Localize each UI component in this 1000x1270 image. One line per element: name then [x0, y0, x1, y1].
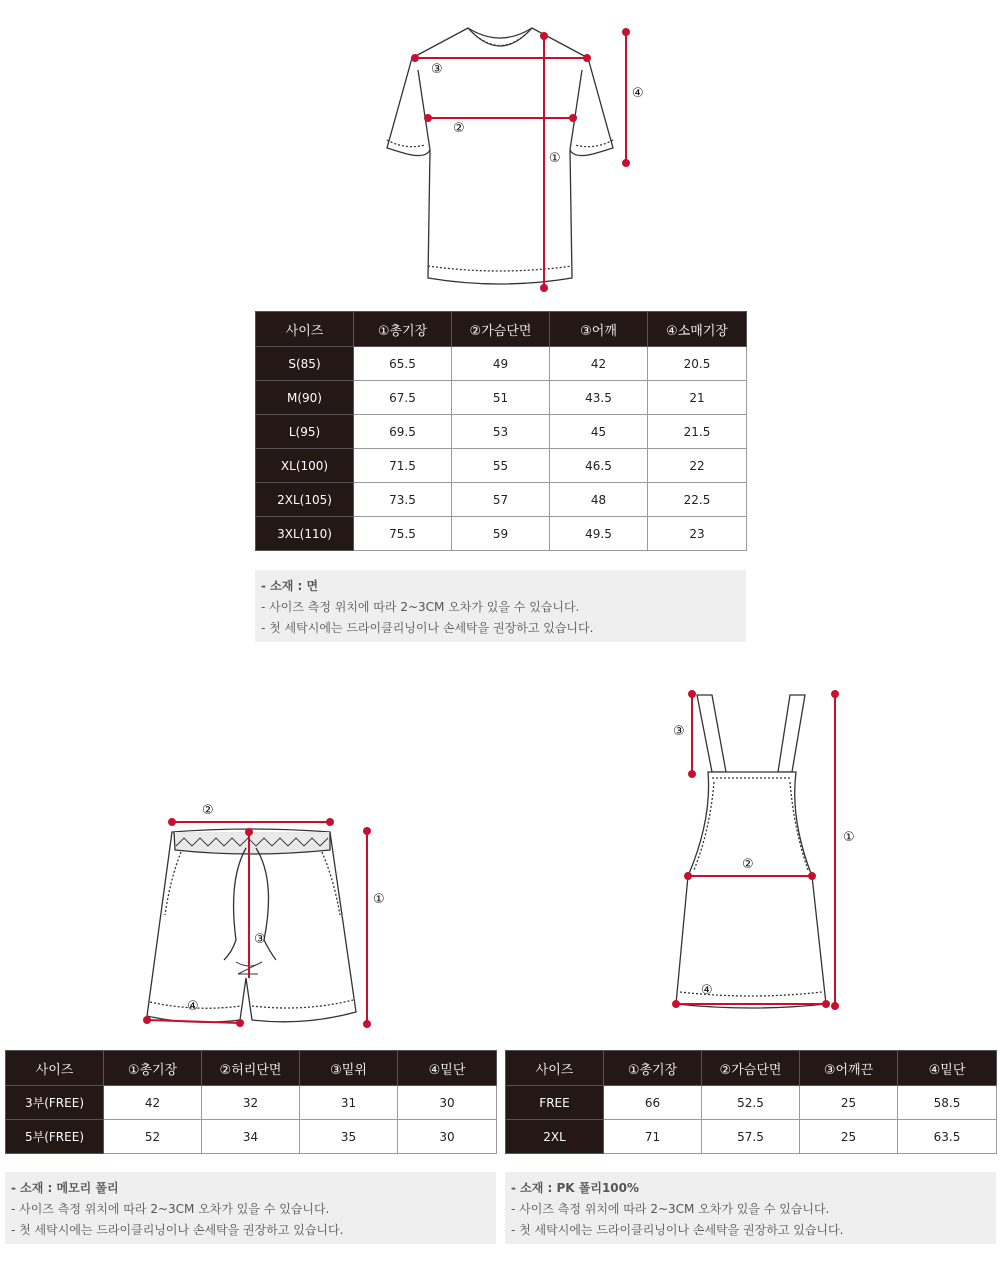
- material-note: - 소재 : PK 폴리100%: [511, 1181, 640, 1195]
- shorts-marker-2: ②: [202, 803, 214, 818]
- tshirt-marker-1: ①: [549, 151, 561, 166]
- table-header-row: [6, 1051, 497, 1086]
- table-cell: 22: [648, 449, 747, 483]
- tshirt-marker-2: ②: [453, 121, 465, 136]
- table-cell: 23: [648, 517, 747, 551]
- shorts-marker-3: ③: [254, 932, 266, 947]
- header-hem: ④밑단: [398, 1051, 497, 1086]
- table-cell: 67.5: [354, 381, 452, 415]
- table-cell: 48: [550, 483, 648, 517]
- table-cell: 25: [800, 1086, 898, 1120]
- material-note: - 소재 : 면: [261, 579, 319, 593]
- header-waist: ②허리단면: [202, 1051, 300, 1086]
- table-cell: 65.5: [354, 347, 452, 381]
- header-size: 사이즈: [506, 1051, 604, 1086]
- table-cell: 34: [202, 1120, 300, 1154]
- table-cell: 75.5: [354, 517, 452, 551]
- table-cell: 59: [452, 517, 550, 551]
- table-cell: 57.5: [702, 1120, 800, 1154]
- shorts-marker-1: ①: [373, 892, 385, 907]
- table-cell: 45: [550, 415, 648, 449]
- table-row: [6, 1086, 497, 1120]
- table-cell: 31: [300, 1086, 398, 1120]
- shorts-marker-4: ④: [187, 999, 199, 1014]
- size-cell: FREE: [506, 1086, 604, 1120]
- table-cell: 52: [104, 1120, 202, 1154]
- overall-size-table: [505, 1050, 997, 1154]
- table-header-row: [506, 1051, 997, 1086]
- size-cell: 3XL(110): [256, 517, 354, 551]
- note-line: - 사이즈 측정 위치에 따라 2~3CM 오차가 있을 수 있습니다.: [11, 1202, 330, 1216]
- header-shoulder: ③어깨: [550, 312, 648, 347]
- shorts-notes: [5, 1172, 496, 1244]
- shorts-size-table: [5, 1050, 497, 1154]
- table-row: [506, 1086, 997, 1120]
- table-cell: 52.5: [702, 1086, 800, 1120]
- note-line: - 사이즈 측정 위치에 따라 2~3CM 오차가 있을 수 있습니다.: [511, 1202, 830, 1216]
- header-sleeve: ④소매기장: [648, 312, 747, 347]
- header-total-length: ①총기장: [104, 1051, 202, 1086]
- overall-marker-4: ④: [701, 983, 713, 998]
- table-cell: 69.5: [354, 415, 452, 449]
- material-note: - 소재 : 메모리 폴리: [11, 1181, 119, 1195]
- tshirt-marker-4: ④: [632, 86, 644, 101]
- table-cell: 43.5: [550, 381, 648, 415]
- table-cell: 46.5: [550, 449, 648, 483]
- header-total-length: ①총기장: [604, 1051, 702, 1086]
- table-cell: 42: [550, 347, 648, 381]
- table-cell: 20.5: [648, 347, 747, 381]
- header-rise: ③밑위: [300, 1051, 398, 1086]
- overall-notes: [505, 1172, 996, 1244]
- overall-marker-2: ②: [742, 857, 754, 872]
- overall-marker-3: ③: [673, 724, 685, 739]
- table-row: [506, 1120, 997, 1154]
- table-cell: 66: [604, 1086, 702, 1120]
- table-row: [6, 1120, 497, 1154]
- table-cell: 49: [452, 347, 550, 381]
- header-chest: ②가슴단면: [452, 312, 550, 347]
- header-size: 사이즈: [256, 312, 354, 347]
- tshirt-marker-3: ③: [431, 62, 443, 77]
- size-cell: 2XL: [506, 1120, 604, 1154]
- table-cell: 63.5: [898, 1120, 997, 1154]
- table-cell: 49.5: [550, 517, 648, 551]
- table-cell: 30: [398, 1086, 497, 1120]
- table-cell: 25: [800, 1120, 898, 1154]
- table-cell: 57: [452, 483, 550, 517]
- table-cell: 22.5: [648, 483, 747, 517]
- table-cell: 30: [398, 1120, 497, 1154]
- table-cell: 71: [604, 1120, 702, 1154]
- table-cell: 42: [104, 1086, 202, 1120]
- note-line: - 첫 세탁시에는 드라이클리닝이나 손세탁을 권장하고 있습니다.: [261, 621, 594, 635]
- note-line: - 첫 세탁시에는 드라이클리닝이나 손세탁을 권장하고 있습니다.: [511, 1223, 844, 1237]
- table-cell: 32: [202, 1086, 300, 1120]
- table-cell: 21.5: [648, 415, 747, 449]
- size-cell: M(90): [256, 381, 354, 415]
- size-cell: S(85): [256, 347, 354, 381]
- size-cell: 5부(FREE): [6, 1120, 104, 1154]
- table-cell: 35: [300, 1120, 398, 1154]
- header-hem: ④밑단: [898, 1051, 997, 1086]
- table-cell: 51: [452, 381, 550, 415]
- overall-marker-1: ①: [843, 830, 855, 845]
- size-cell: 2XL(105): [256, 483, 354, 517]
- table-cell: 58.5: [898, 1086, 997, 1120]
- table-cell: 53: [452, 415, 550, 449]
- size-cell: 3부(FREE): [6, 1086, 104, 1120]
- table-cell: 21: [648, 381, 747, 415]
- table-cell: 73.5: [354, 483, 452, 517]
- table-cell: 55: [452, 449, 550, 483]
- note-line: - 사이즈 측정 위치에 따라 2~3CM 오차가 있을 수 있습니다.: [261, 600, 580, 614]
- note-line: - 첫 세탁시에는 드라이클리닝이나 손세탁을 권장하고 있습니다.: [11, 1223, 344, 1237]
- size-cell: XL(100): [256, 449, 354, 483]
- table-cell: 71.5: [354, 449, 452, 483]
- header-strap: ③어깨끈: [800, 1051, 898, 1086]
- header-total-length: ①총기장: [354, 312, 452, 347]
- header-size: 사이즈: [6, 1051, 104, 1086]
- header-chest: ②가슴단면: [702, 1051, 800, 1086]
- size-cell: L(95): [256, 415, 354, 449]
